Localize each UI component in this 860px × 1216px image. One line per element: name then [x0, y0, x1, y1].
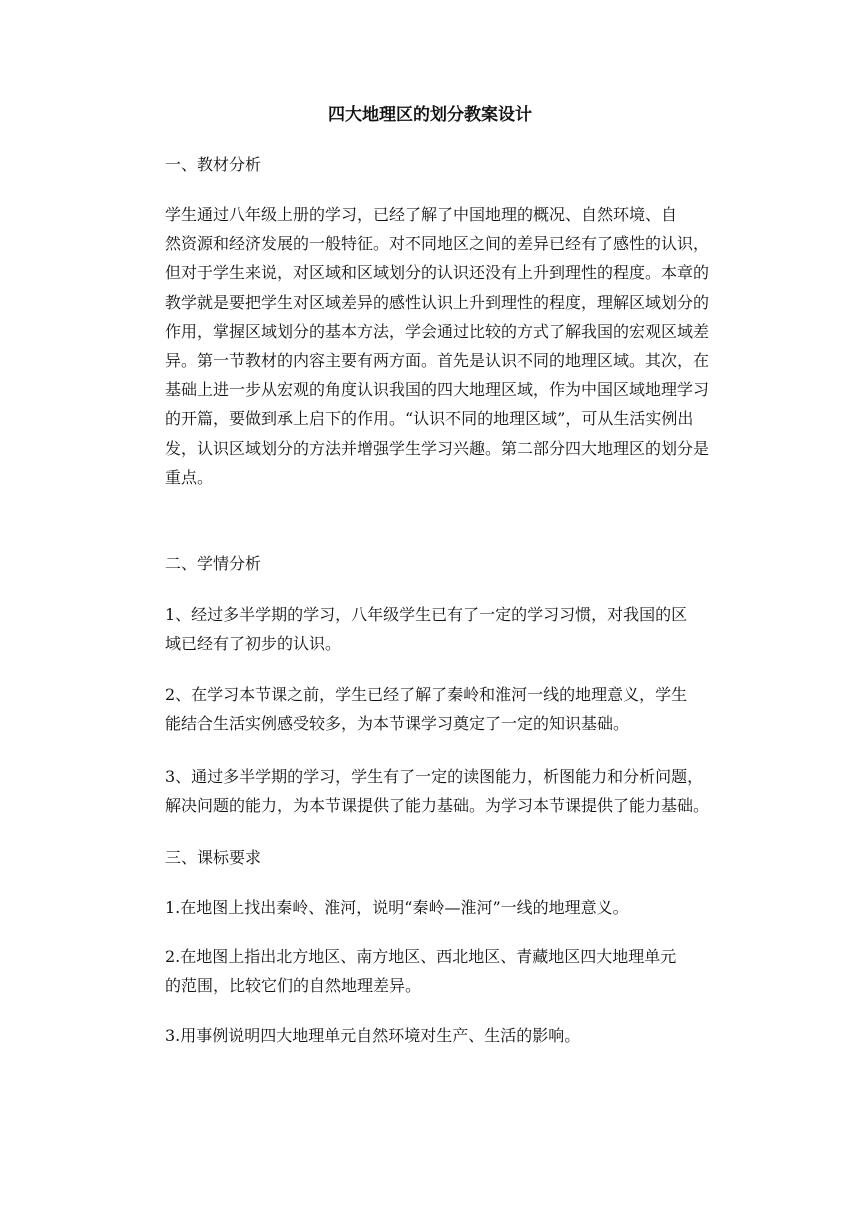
text-line: 然资源和经济发展的一般特征。对不同地区之间的差异已经有了感性的认识， [165, 234, 710, 254]
text-line: 2.在地图上指出北方地区、南方地区、西北地区、青藏地区四大地理单元 [165, 947, 677, 966]
text-line: 作用，掌握区域划分的基本方法，学会通过比较的方式了解我国的宏观区域差 [165, 321, 710, 341]
text-line: 发，认识区域划分的方法并增强学生学习兴趣。第二部分四大地理区的划分是 [165, 438, 710, 458]
text-line: 能结合生活实例感受较多，为本节课学习奠定了一定的知识基础。 [165, 714, 630, 734]
text-line: 解决问题的能力，为本节课提供了能力基础。为学习本节课提供了能力基础。 [165, 796, 710, 816]
text-line: 3.用事例说明四大地理单元自然环境对生产、生活的影响。 [165, 1026, 581, 1045]
paragraph-learner-point-3 [131, 762, 731, 820]
text-line: 的范围，比较它们的自然地理差异。 [165, 976, 422, 996]
section-heading-curriculum-requirements: 三、课标要求 [165, 848, 262, 867]
section-heading-textbook-analysis: 一、教材分析 [165, 155, 262, 174]
text-line: 2、在学习本节课之前，学生已经了解了秦岭和淮河一线的地理意义，学生 [165, 685, 688, 704]
text-line: 3、通过多半学期的学习，学生有了一定的读图能力，析图能力和分析问题， [165, 767, 704, 786]
text-line: 基础上进一步从宏观的角度认识我国的四大地理区域，作为中国区域地理学习 [165, 380, 710, 400]
text-line: 但对于学生来说，对区域和区域划分的认识还没有上升到理性的程度。本章的 [165, 263, 710, 283]
section-heading-learner-analysis: 二、学情分析 [165, 554, 262, 573]
text-line: 1、经过多半学期的学习，八年级学生已有了一定的学习习惯，对我国的区 [165, 605, 688, 624]
text-line: 域已经有了初步的认识。 [165, 634, 342, 654]
paragraph-requirement-1 [131, 893, 731, 922]
text-line: 的开篇，要做到承上启下的作用。“认识不同的地理区域”，可从生活实例出 [165, 409, 694, 429]
paragraph-requirement-3 [131, 1021, 731, 1050]
paragraph-learner-point-1 [131, 600, 731, 658]
text-line: 异。第一节教材的内容主要有两方面。首先是认识不同的地理区域。其次，在 [165, 351, 710, 371]
paragraph-requirement-2 [131, 942, 731, 1000]
text-line: 学生通过八年级上册的学习，已经了解了中国地理的概况、自然环境、自 [165, 205, 678, 224]
document-title: 四大地理区的划分教案设计 [328, 105, 532, 125]
text-line: 教学就是要把学生对区域差异的感性认识上升到理性的程度，理解区域划分的 [165, 292, 710, 312]
paragraph-learner-point-2 [131, 680, 731, 738]
paragraph-textbook-analysis [131, 200, 731, 492]
text-line: 重点。 [165, 467, 214, 487]
text-line: 1.在地图上找出秦岭、淮河，说明“秦岭—淮河”一线的地理意义。 [165, 898, 629, 917]
